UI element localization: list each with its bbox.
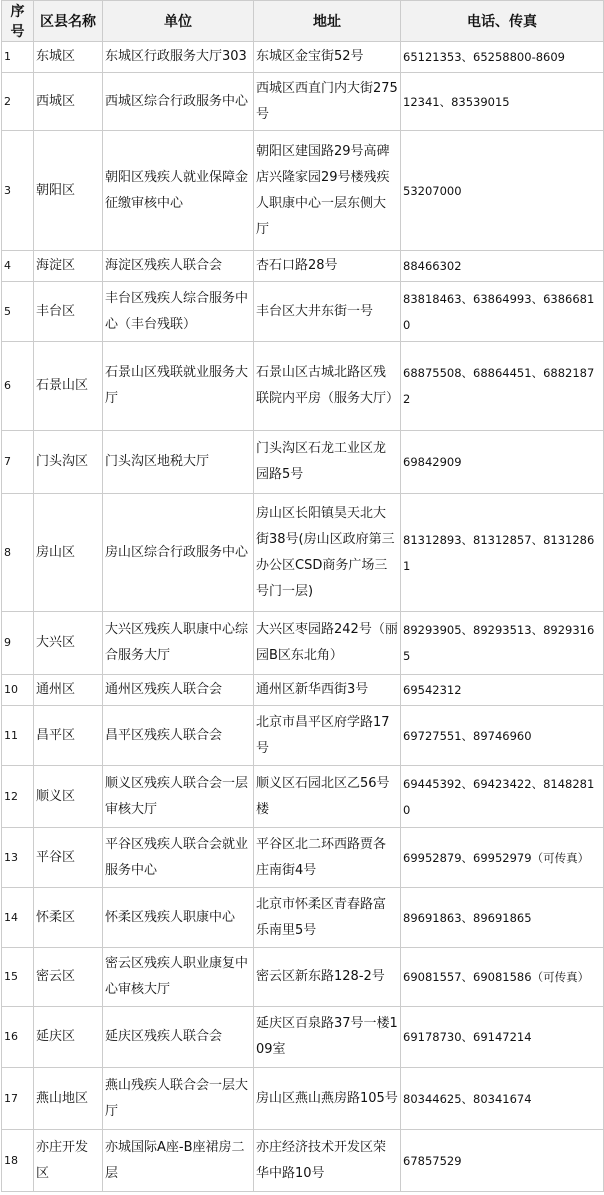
- row-unit: 通州区残疾人联合会: [103, 675, 254, 706]
- row-address: 杏石口路28号: [254, 251, 401, 282]
- table-row: [2, 131, 604, 251]
- row-district: 西城区: [34, 73, 103, 131]
- row-phone: 69445392、69423422、81482810: [401, 766, 604, 828]
- row-number: 9: [2, 612, 34, 675]
- row-number: 18: [2, 1130, 34, 1192]
- row-phone: 81312893、81312857、81312861: [401, 494, 604, 612]
- row-phone: 69842909: [401, 431, 604, 494]
- row-phone: 12341、83539015: [401, 73, 604, 131]
- row-unit: 密云区残疾人职业康复中心审核大厅: [103, 948, 254, 1007]
- row-phone: 67857529: [401, 1130, 604, 1192]
- table-row: [2, 494, 604, 612]
- table-row: [2, 342, 604, 431]
- table-row: [2, 73, 604, 131]
- row-unit: 朝阳区残疾人就业保障金征缴审核中心: [103, 131, 254, 251]
- table-row: [2, 675, 604, 706]
- row-unit: 延庆区残疾人联合会: [103, 1007, 254, 1068]
- row-address: 房山区长阳镇昊天北大街38号(房山区政府第三办公区CSD商务广场三号门一层): [254, 494, 401, 612]
- header-address: 地址: [254, 1, 401, 42]
- row-district: 昌平区: [34, 706, 103, 766]
- row-phone: 69178730、69147214: [401, 1007, 604, 1068]
- table-row: [2, 612, 604, 675]
- row-phone: 53207000: [401, 131, 604, 251]
- header-number: 序号: [2, 1, 34, 42]
- table-row: [2, 282, 604, 342]
- row-unit: 平谷区残疾人联合会就业服务中心: [103, 828, 254, 888]
- row-address: 顺义区石园北区乙56号楼: [254, 766, 401, 828]
- row-phone: 69542312: [401, 675, 604, 706]
- row-phone: 89691863、89691865: [401, 888, 604, 948]
- row-unit: 门头沟区地税大厅: [103, 431, 254, 494]
- row-unit: 丰台区残疾人综合服务中心（丰台残联）: [103, 282, 254, 342]
- row-unit: 怀柔区残疾人职康中心: [103, 888, 254, 948]
- service-directory-table: [1, 0, 604, 1192]
- row-phone: 89293905、89293513、89293165: [401, 612, 604, 675]
- row-address: 丰台区大井东街一号: [254, 282, 401, 342]
- table-row: [2, 1007, 604, 1068]
- table-row: [2, 1130, 604, 1192]
- row-district: 丰台区: [34, 282, 103, 342]
- row-unit: 大兴区残疾人职康中心综合服务大厅: [103, 612, 254, 675]
- row-district: 顺义区: [34, 766, 103, 828]
- table-row: [2, 1068, 604, 1130]
- row-number: 17: [2, 1068, 34, 1130]
- table-row: [2, 948, 604, 1007]
- row-phone: 80344625、80341674: [401, 1068, 604, 1130]
- row-number: 1: [2, 42, 34, 73]
- row-number: 16: [2, 1007, 34, 1068]
- row-district: 房山区: [34, 494, 103, 612]
- row-address: 门头沟区石龙工业区龙园路5号: [254, 431, 401, 494]
- row-address: 北京市怀柔区青春路富乐南里5号: [254, 888, 401, 948]
- header-district: 区县名称: [34, 1, 103, 42]
- table-row: [2, 828, 604, 888]
- row-district: 东城区: [34, 42, 103, 73]
- row-unit: 西城区综合行政服务中心: [103, 73, 254, 131]
- row-unit: 海淀区残疾人联合会: [103, 251, 254, 282]
- header-phone-fax: 电话、传真: [401, 1, 604, 42]
- row-district: 延庆区: [34, 1007, 103, 1068]
- row-number: 3: [2, 131, 34, 251]
- row-address: 密云区新东路128-2号: [254, 948, 401, 1007]
- row-address: 东城区金宝街52号: [254, 42, 401, 73]
- row-district: 海淀区: [34, 251, 103, 282]
- row-phone: 88466302: [401, 251, 604, 282]
- row-number: 15: [2, 948, 34, 1007]
- row-district: 大兴区: [34, 612, 103, 675]
- row-unit: 顺义区残疾人联合会一层审核大厅: [103, 766, 254, 828]
- table-row: [2, 766, 604, 828]
- row-phone: 65121353、65258800-8609: [401, 42, 604, 73]
- row-address: 北京市昌平区府学路17号: [254, 706, 401, 766]
- table-row: [2, 888, 604, 948]
- row-district: 通州区: [34, 675, 103, 706]
- row-address: 房山区燕山燕房路105号: [254, 1068, 401, 1130]
- row-number: 12: [2, 766, 34, 828]
- row-address: 朝阳区建国路29号高碑店兴隆家园29号楼残疾人职康中心一层东侧大厅: [254, 131, 401, 251]
- row-number: 8: [2, 494, 34, 612]
- row-phone: 83818463、63864993、63866810: [401, 282, 604, 342]
- row-address: 延庆区百泉路37号一楼109室: [254, 1007, 401, 1068]
- row-district: 亦庄开发区: [34, 1130, 103, 1192]
- row-phone: 69727551、89746960: [401, 706, 604, 766]
- row-number: 6: [2, 342, 34, 431]
- row-unit: 昌平区残疾人联合会: [103, 706, 254, 766]
- row-address: 平谷区北二环西路贾各庄南街4号: [254, 828, 401, 888]
- row-phone: 69081557、69081586（可传真）: [401, 948, 604, 1007]
- row-unit: 燕山残疾人联合会一层大厅: [103, 1068, 254, 1130]
- row-district: 朝阳区: [34, 131, 103, 251]
- row-district: 石景山区: [34, 342, 103, 431]
- row-unit: 石景山区残联就业服务大厅: [103, 342, 254, 431]
- row-district: 密云区: [34, 948, 103, 1007]
- row-phone: 68875508、68864451、68821872: [401, 342, 604, 431]
- row-unit: 东城区行政服务大厅303: [103, 42, 254, 73]
- row-district: 平谷区: [34, 828, 103, 888]
- row-number: 5: [2, 282, 34, 342]
- row-number: 10: [2, 675, 34, 706]
- row-address: 西城区西直门内大街275号: [254, 73, 401, 131]
- row-number: 4: [2, 251, 34, 282]
- row-address: 大兴区枣园路242号（丽园B区东北角）: [254, 612, 401, 675]
- row-number: 11: [2, 706, 34, 766]
- row-district: 燕山地区: [34, 1068, 103, 1130]
- row-phone: 69952879、69952979（可传真）: [401, 828, 604, 888]
- row-number: 7: [2, 431, 34, 494]
- row-district: 怀柔区: [34, 888, 103, 948]
- row-number: 14: [2, 888, 34, 948]
- table-row: [2, 42, 604, 73]
- table-row: [2, 706, 604, 766]
- row-address: 石景山区古城北路区残联院内平房（服务大厅）: [254, 342, 401, 431]
- row-address: 通州区新华西街3号: [254, 675, 401, 706]
- row-number: 13: [2, 828, 34, 888]
- row-address: 亦庄经济技术开发区荣华中路10号: [254, 1130, 401, 1192]
- row-district: 门头沟区: [34, 431, 103, 494]
- table-row: [2, 251, 604, 282]
- row-number: 2: [2, 73, 34, 131]
- table-header-row: [2, 1, 604, 42]
- header-unit: 单位: [103, 1, 254, 42]
- row-unit: 房山区综合行政服务中心: [103, 494, 254, 612]
- row-unit: 亦城国际A座-B座裙房二层: [103, 1130, 254, 1192]
- table-row: [2, 431, 604, 494]
